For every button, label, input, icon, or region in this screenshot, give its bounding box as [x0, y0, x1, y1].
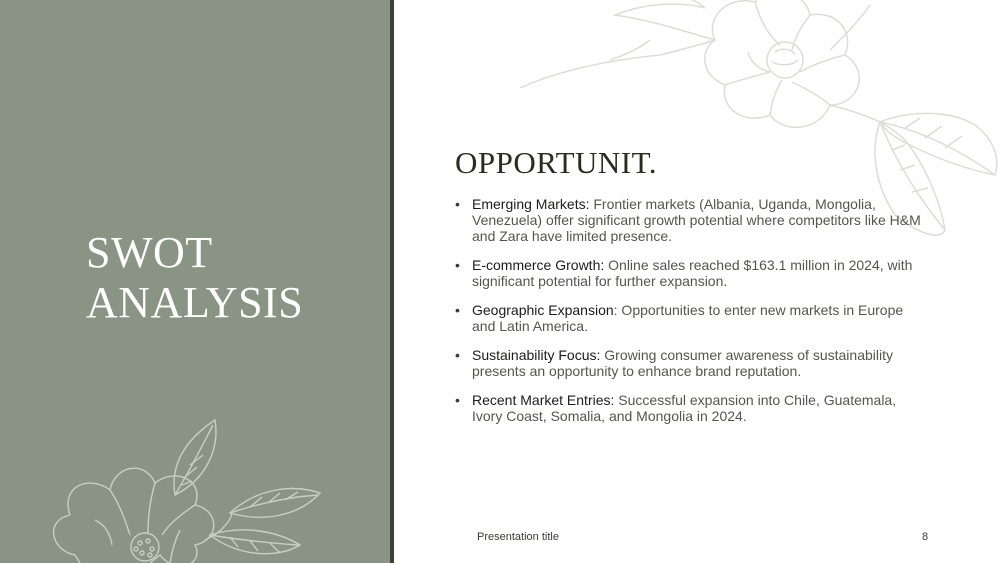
left-title-panel: [0, 0, 390, 563]
bullet-text: Frontier markets (Albania, Uganda, Mongolia, Venezuela) offer significant growth potential where competitors like H&M and Zara have limited presence.: [472, 196, 921, 244]
footer-presentation-title: Presentation title: [477, 531, 559, 543]
bullet-dot-icon: •: [455, 196, 460, 212]
bullet-lead: Recent Market Entries:: [472, 392, 615, 408]
bullet-dot-icon: •: [455, 257, 460, 273]
page-number: 8: [922, 531, 929, 543]
bullet-text: : Opportunities to enter new markets in Europe and Latin America.: [472, 302, 904, 334]
bullet-dot-icon: •: [455, 392, 460, 408]
list-item: [455, 302, 925, 334]
slide-title-line2: ANALYSIS: [86, 278, 304, 327]
bullet-text: Growing consumer awareness of sustainability presents an opportunity to enhance brand reputation.: [472, 347, 893, 379]
bullet-lead: Emerging Markets:: [472, 196, 590, 212]
panel-divider: [390, 0, 394, 563]
opportunities-list: [455, 196, 925, 437]
list-item: [455, 257, 925, 289]
list-item: [455, 392, 925, 424]
floral-illustration-left-icon: [0, 405, 390, 563]
list-item: [455, 196, 925, 244]
slide-title: [86, 228, 303, 328]
bullet-dot-icon: •: [455, 302, 460, 318]
bullet-lead: Sustainability Focus:: [472, 347, 601, 363]
slide-title-line1: SWOT: [86, 228, 213, 277]
bullet-lead: Geographic Expansion: [472, 302, 614, 318]
bullet-text: Online sales reached $163.1 million in 2024, with significant potential for further expansion.: [472, 257, 913, 289]
bullet-text: Successful expansion into Chile, Guatemala, Ivory Coast, Somalia, and Mongolia in 2024.: [472, 392, 897, 424]
bullet-dot-icon: •: [455, 347, 460, 363]
bullet-lead: E-commerce Growth:: [472, 257, 605, 273]
section-heading: OPPORTUNIT.: [455, 145, 657, 180]
list-item: [455, 347, 925, 379]
